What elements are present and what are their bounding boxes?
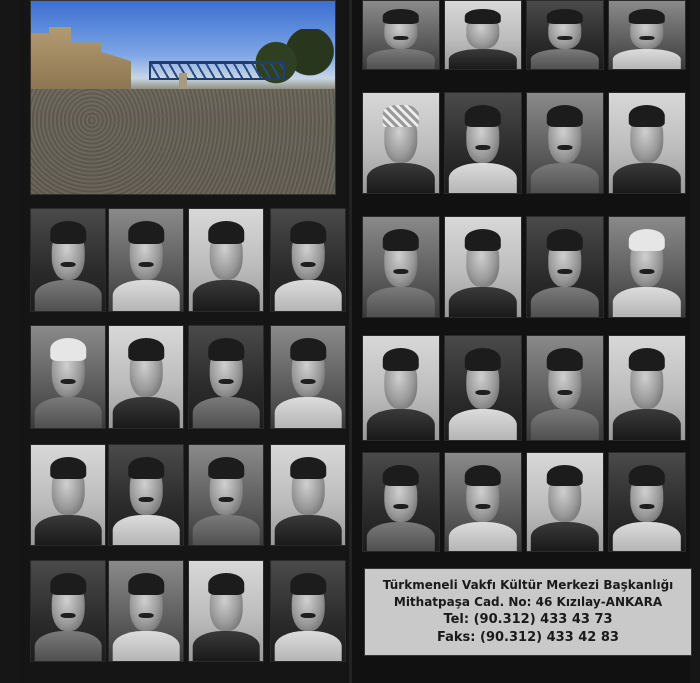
portrait-photo	[362, 92, 440, 194]
portrait-mustache	[139, 613, 154, 618]
portrait-photo	[362, 216, 440, 318]
portrait-shoulders	[35, 397, 102, 429]
portrait-hair	[128, 338, 164, 360]
portrait-shoulders	[367, 49, 435, 70]
portrait-photo	[444, 216, 522, 318]
portrait-shoulders	[367, 287, 435, 318]
portrait-hair	[383, 465, 419, 487]
portrait-shoulders	[367, 163, 435, 194]
portrait-photo	[108, 208, 184, 312]
portrait-hair	[50, 221, 86, 243]
portrait-photo	[608, 0, 686, 70]
portrait-mustache	[475, 145, 490, 150]
portrait-photo	[270, 208, 346, 312]
portrait-photo	[526, 0, 604, 70]
portrait-shoulders	[193, 397, 260, 429]
portrait-hair	[465, 229, 501, 251]
portrait-shoulders	[275, 515, 342, 546]
portrait-shoulders	[613, 522, 681, 552]
portrait-shoulders	[193, 631, 260, 662]
portrait-photo	[526, 216, 604, 318]
portrait-photo	[30, 444, 106, 546]
portrait-mustache	[61, 613, 76, 618]
portrait-photo	[188, 444, 264, 546]
portrait-shoulders	[449, 522, 517, 552]
contact-box	[364, 568, 692, 656]
portrait-hair	[465, 105, 501, 127]
portrait-shoulders	[113, 631, 180, 662]
fax: Faks: (90.312) 433 42 83	[437, 630, 619, 645]
portrait-hair	[208, 221, 244, 243]
portrait-photo	[362, 0, 440, 70]
portrait-hair	[128, 457, 164, 479]
portrait-mustache	[475, 390, 490, 395]
portrait-shoulders	[449, 163, 517, 194]
portrait-mustache	[393, 504, 408, 509]
portrait-mustache	[639, 504, 654, 509]
portrait-photo	[270, 560, 346, 662]
portrait-hair	[629, 465, 665, 487]
portrait-shoulders	[449, 49, 517, 70]
portrait-shoulders	[367, 409, 435, 441]
portrait-photo	[526, 452, 604, 552]
portrait-mustache	[557, 390, 572, 395]
portrait-shoulders	[531, 409, 599, 441]
portrait-mustache	[139, 497, 154, 502]
portrait-photo	[362, 335, 440, 441]
portrait-hair	[50, 338, 86, 360]
portrait-mustache	[301, 379, 316, 384]
portrait-hair	[208, 573, 244, 595]
portrait-photo	[526, 92, 604, 194]
portrait-shoulders	[613, 409, 681, 441]
portrait-mustache	[301, 613, 316, 618]
portrait-mustache	[61, 262, 76, 267]
portrait-mustache	[557, 269, 572, 274]
portrait-hair	[50, 457, 86, 479]
portrait-mustache	[219, 379, 234, 384]
portrait-shoulders	[613, 287, 681, 318]
portrait-hair	[383, 348, 419, 371]
portrait-shoulders	[113, 397, 180, 429]
portrait-hair	[50, 573, 86, 595]
portrait-photo	[30, 208, 106, 312]
portrait-photo	[526, 335, 604, 441]
portrait-shoulders	[531, 49, 599, 70]
portrait-shoulders	[275, 397, 342, 429]
portrait-hair	[208, 338, 244, 360]
organization-name: Türkmeneli Vakfı Kültür Merkezi Başkanlığı	[382, 578, 674, 592]
portrait-shoulders	[449, 287, 517, 318]
portrait-photo	[30, 560, 106, 662]
portrait-hair	[465, 9, 501, 24]
portrait-photo	[362, 452, 440, 552]
portrait-hair	[290, 338, 326, 360]
castle-silhouette	[31, 27, 131, 89]
portrait-hair	[290, 573, 326, 595]
portrait-hair	[547, 105, 583, 127]
dry-riverbed	[31, 89, 335, 194]
portrait-photo	[444, 92, 522, 194]
portrait-shoulders	[449, 409, 517, 441]
bridge	[149, 61, 285, 80]
portrait-photo	[608, 216, 686, 318]
portrait-hair	[383, 105, 419, 127]
portrait-mustache	[301, 262, 316, 267]
portrait-photo	[444, 452, 522, 552]
portrait-shoulders	[35, 515, 102, 546]
portrait-photo	[188, 208, 264, 312]
portrait-shoulders	[367, 522, 435, 552]
portrait-photo	[270, 325, 346, 429]
portrait-mustache	[61, 379, 76, 384]
portrait-shoulders	[613, 49, 681, 70]
address: Mithatpaşa Cad. No: 46 Kızılay-ANKARA	[393, 595, 663, 609]
portrait-photo	[270, 444, 346, 546]
portrait-photo	[608, 335, 686, 441]
portrait-hair	[465, 465, 501, 487]
portrait-photo	[108, 325, 184, 429]
portrait-mustache	[557, 145, 572, 150]
portrait-shoulders	[113, 280, 180, 312]
portrait-photo	[608, 452, 686, 552]
portrait-shoulders	[193, 280, 260, 312]
portrait-mustache	[139, 262, 154, 267]
portrait-shoulders	[35, 631, 102, 662]
portrait-photo	[108, 560, 184, 662]
portrait-mustache	[475, 504, 490, 509]
portrait-shoulders	[531, 522, 599, 552]
portrait-hair	[629, 9, 665, 24]
portrait-hair	[128, 573, 164, 595]
portrait-hair	[465, 348, 501, 371]
portrait-photo	[188, 325, 264, 429]
portrait-shoulders	[113, 515, 180, 546]
portrait-hair	[547, 9, 583, 24]
portrait-shoulders	[531, 163, 599, 194]
portrait-photo	[444, 0, 522, 70]
landscape-photo	[30, 0, 336, 195]
portrait-shoulders	[275, 631, 342, 662]
portrait-hair	[290, 221, 326, 243]
portrait-photo	[188, 560, 264, 662]
portrait-shoulders	[193, 515, 260, 546]
portrait-mustache	[393, 269, 408, 274]
portrait-hair	[547, 348, 583, 371]
portrait-hair	[547, 465, 583, 487]
portrait-hair	[208, 457, 244, 479]
portrait-hair	[383, 229, 419, 251]
portrait-photo	[30, 325, 106, 429]
portrait-mustache	[639, 269, 654, 274]
fold-line	[349, 0, 352, 683]
portrait-hair	[629, 105, 665, 127]
portrait-hair	[290, 457, 326, 479]
portrait-hair	[547, 229, 583, 251]
telephone: Tel: (90.312) 433 43 73	[443, 612, 613, 627]
portrait-mustache	[219, 497, 234, 502]
portrait-photo	[608, 92, 686, 194]
portrait-shoulders	[35, 280, 102, 312]
portrait-hair	[128, 221, 164, 243]
portrait-shoulders	[613, 163, 681, 194]
portrait-hair	[629, 348, 665, 371]
portrait-hair	[383, 9, 419, 24]
portrait-hair	[629, 229, 665, 251]
portrait-photo	[108, 444, 184, 546]
portrait-photo	[444, 335, 522, 441]
portrait-shoulders	[275, 280, 342, 312]
portrait-shoulders	[531, 287, 599, 318]
